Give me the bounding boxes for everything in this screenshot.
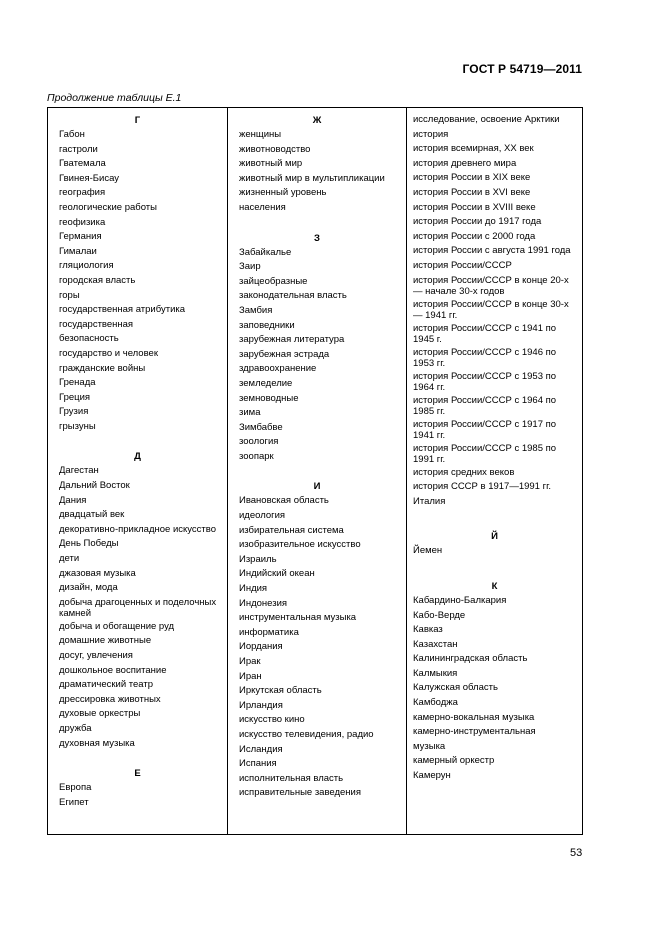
index-entry: исполнительная власть	[239, 772, 344, 784]
index-entry: Калужская область	[413, 682, 498, 694]
index-entry: геофизика	[59, 216, 106, 228]
index-entry: Забайкалье	[239, 246, 292, 258]
index-entry: Заир	[239, 261, 261, 273]
index-entry: добыча драгоценных и поделочных камней	[59, 596, 217, 620]
index-entry: география	[59, 187, 106, 199]
index-entry: здравоохранение	[239, 363, 317, 375]
index-entry: история России/СССР с 1964 по 1985 гг.	[413, 394, 557, 418]
index-entry: история всемирная, XX век	[413, 143, 534, 155]
index-entry: джазовая музыка	[59, 567, 136, 579]
index-entry: камерно-вокальная музыка	[413, 711, 535, 723]
index-entry: дрессировка животных	[59, 693, 161, 705]
index-entry: Исландия	[239, 743, 283, 755]
index-entry: Индия	[239, 583, 268, 595]
index-entry: Дагестан	[59, 465, 99, 477]
index-entry: Калмыкия	[413, 667, 458, 679]
index-entry: Иордания	[239, 641, 283, 653]
index-entry: драматический театр	[59, 679, 154, 691]
index-entry: заповедники	[239, 319, 295, 331]
index-entry: Зимбабве	[239, 421, 283, 433]
index-entry: гражданские войны	[59, 362, 146, 374]
index-entry: Египет	[59, 796, 89, 808]
index-entry: животный мир	[239, 158, 303, 170]
index-entry: государственная	[59, 318, 134, 330]
section-letter: К	[491, 580, 498, 592]
index-entry: история России/СССР	[413, 259, 512, 271]
section-letter: Ж	[312, 115, 322, 126]
index-entry: дети	[59, 553, 80, 565]
index-entry: история древнего мира	[413, 157, 517, 169]
index-entry: Италия	[413, 495, 446, 507]
table-column-1	[48, 108, 228, 834]
index-entry: история России в XVI веке	[413, 186, 531, 198]
index-entry: искусство телевидения, радио	[239, 728, 374, 740]
section-gap	[48, 751, 227, 766]
index-entry: домашние животные	[59, 635, 152, 647]
index-entry: зарубежная литература	[239, 334, 345, 346]
index-entry: населения	[239, 201, 286, 213]
section-letter: Й	[491, 531, 498, 543]
index-entry: дошкольное воспитание	[59, 664, 167, 676]
section-gap	[407, 509, 582, 529]
index-entry: Индийский океан	[239, 568, 315, 580]
index-entry: камерный оркестр	[413, 755, 495, 767]
index-entry: история России до 1917 года	[413, 216, 542, 228]
section-gap	[228, 216, 406, 231]
section-letter: Е	[134, 768, 141, 780]
index-entry: история России/СССР в конце 20-х — начале 30-х годов	[413, 274, 569, 298]
table-column-3	[407, 108, 582, 834]
standard-number: ГОСТ Р 54719—2011	[462, 62, 582, 76]
index-entry: Камерун	[413, 770, 451, 782]
index-entry: Гренада	[59, 377, 96, 389]
index-entry: Ирак	[239, 656, 261, 667]
section-letter: Д	[134, 451, 141, 463]
index-entry: Дания	[59, 494, 87, 506]
index-entry: Европа	[59, 782, 92, 794]
table-column-2	[228, 108, 407, 834]
index-table	[47, 107, 583, 835]
index-entry: история России/СССР с 1953 по 1964 гг.	[413, 370, 557, 394]
index-entry: Испания	[239, 758, 277, 770]
index-entry: идеология	[239, 510, 286, 522]
index-entry: Кабо-Верде	[413, 609, 466, 621]
index-entry: история России/СССР с 1985 по 1991 гг.	[413, 442, 557, 466]
section-letter: Г	[134, 115, 141, 126]
index-entry: горы	[59, 289, 80, 301]
section-gap	[48, 434, 227, 449]
index-entry: история России/СССР с 1946 по 1953 гг.	[413, 346, 557, 370]
index-entry: Кавказ	[413, 624, 443, 636]
index-entry: добыча и обогащение руд	[59, 620, 175, 632]
index-entry: музыка	[413, 740, 446, 752]
index-entry: Греция	[59, 391, 91, 403]
index-entry: Ивановская область	[239, 495, 329, 507]
table-caption: Продолжение таблицы Е.1	[47, 92, 182, 104]
index-entry: Гвинея-Бисау	[59, 172, 120, 184]
index-entry: безопасность	[59, 333, 119, 345]
index-entry: история России с 2000 года	[413, 230, 536, 242]
section-letter: З	[314, 232, 320, 244]
index-entry: Дальний Восток	[59, 480, 130, 492]
index-entry: жизненный уровень	[239, 187, 327, 199]
index-entry: городская власть	[59, 274, 136, 286]
index-entry: исправительные заведения	[239, 787, 362, 799]
index-entry: государственная атрибутика	[59, 304, 186, 316]
index-entry: законодательная власть	[239, 290, 347, 302]
index-entry: Замбия	[239, 304, 273, 316]
index-entry: День Победы	[59, 538, 119, 550]
index-entry: государство и человек	[59, 347, 158, 359]
index-entry: исследование, освоение Арктики	[413, 114, 560, 125]
index-entry: история России в XVIII веке	[413, 201, 536, 213]
index-entry: декоративно-прикладное искусство	[59, 523, 216, 535]
index-entry: гляциология	[59, 260, 114, 272]
section-gap	[407, 559, 582, 579]
index-entry: земноводные	[239, 392, 299, 404]
index-entry: Казахстан	[413, 638, 458, 650]
index-entry: женщины	[239, 129, 282, 140]
section-gap	[228, 464, 406, 479]
index-entry: камерно-инструментальная	[413, 726, 536, 738]
index-entry: история России с августа 1991 года	[413, 245, 571, 257]
index-entry: Иран	[239, 670, 262, 682]
index-entry: инструментальная музыка	[239, 612, 357, 624]
index-entry: информатика	[239, 626, 299, 638]
section-letter: И	[313, 481, 321, 493]
index-entry: история России в XIX веке	[413, 172, 531, 184]
index-entry: Иркутская область	[239, 685, 322, 697]
index-entry: Камбоджа	[413, 697, 458, 709]
index-entry: дизайн, мода	[59, 582, 118, 594]
index-entry: зайцеобразные	[239, 275, 308, 287]
index-entry: грызуны	[59, 420, 96, 432]
index-entry: искусство кино	[239, 714, 305, 726]
index-entry: Германия	[59, 231, 102, 243]
index-entry: дружба	[59, 722, 92, 734]
index-entry: двадцатый век	[59, 509, 125, 521]
index-entry: земледелие	[239, 377, 293, 389]
index-entry: Габон	[59, 129, 85, 140]
index-entry: Йемен	[413, 545, 443, 557]
index-entry: Израиль	[239, 553, 277, 565]
index-entry: зоология	[239, 436, 279, 448]
index-entry: животноводство	[239, 143, 311, 155]
index-entry: Гватемала	[59, 158, 106, 170]
index-entry: Ирландия	[239, 699, 283, 711]
index-entry: история СССР в 1917—1991 гг.	[413, 481, 552, 493]
index-entry: Грузия	[59, 406, 89, 418]
page-number: 53	[570, 847, 583, 859]
index-entry: Гималаи	[59, 245, 97, 257]
index-entry: зима	[239, 407, 261, 419]
index-entry: изобразительное искусство	[239, 539, 361, 551]
index-entry: Калининградская область	[413, 653, 528, 665]
index-entry: история средних веков	[413, 466, 515, 478]
index-entry: избирательная система	[239, 524, 344, 536]
index-entry: история России/СССР с 1941 по 1945 г.	[413, 322, 557, 346]
index-entry: животный мир в мультипликации	[239, 172, 385, 184]
index-entry: история России/СССР в конце 30-х — 1941 гг.	[413, 298, 569, 322]
index-entry: Кабардино-Балкария	[413, 594, 507, 606]
index-entry: история	[413, 128, 449, 140]
index-entry: духовная музыка	[59, 737, 135, 749]
index-entry: досуг, увлечения	[59, 650, 133, 661]
index-entry: зарубежная эстрада	[239, 348, 330, 360]
index-entry: зоопарк	[239, 450, 274, 462]
index-entry: история России/СССР с 1917 по 1941 гг.	[413, 418, 557, 442]
index-entry: геологические работы	[59, 201, 157, 213]
index-entry: Индонезия	[239, 597, 288, 609]
index-entry: духовые оркестры	[59, 708, 141, 720]
index-entry: гастроли	[59, 143, 98, 155]
